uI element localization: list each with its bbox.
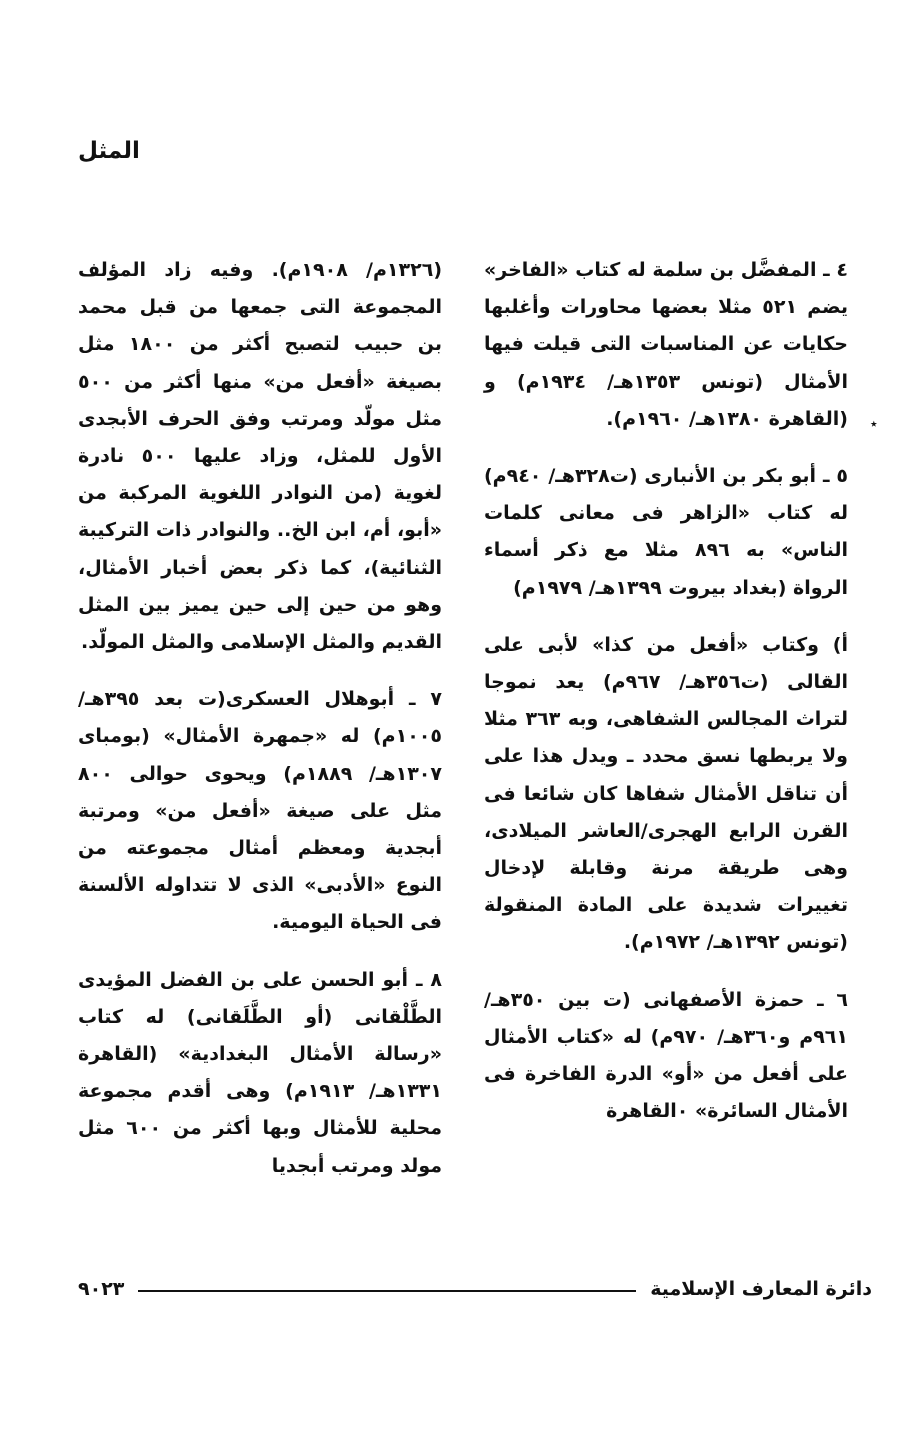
entry-5a-paragraph: أ) وكتاب «أفعل من كذا» لأبى على القالى (ت٣٥٦هـ/ ٩٦٧م) يعد نموجا لتراث المجالس الشفاهى، وبه ٣٦٣ مثلا ولا يربطها نسق محدد ـ ويدل هذا على أن تناقل الأمثال شفاها كان شائعا فى القرن الرابع الهجرى/العاشر الميلادى، وهى طريقة مرنة وقابلة لإدخال تغييرات شديدة على المادة المنقولة (تونس ١٣٩٢هـ/ ١٩٧٢م). <box>484 633 849 954</box>
page-footer <box>78 1274 872 1304</box>
page-title: المثل <box>78 138 140 164</box>
entry-8-paragraph: ٨ ـ أبو الحسن على بن الفضل المؤيدى الطَّلْقانى (أو الطَّلَقانى) له كتاب «رسالة الأمثال البغدادية» (القاهرة ١٣٣١هـ/ ١٩١٣م) وهى أقدم مجموعة محلية للأمثال وبها أكثر من ٦٠٠ مثل مولد ومرتب أبجديا <box>78 968 442 1177</box>
page-number: ٩٠٢٣ <box>78 1278 125 1300</box>
left-column <box>78 252 442 1205</box>
entry-5-paragraph: ٥ ـ أبو بكر بن الأنبارى (ت٣٢٨هـ/ ٩٤٠م) له كتاب «الزاهر فى معانى كلمات الناس» به ٨٩٦ مثلا مع ذكر أسماء الرواة (بغداد بيروت ١٣٩٩هـ/ ١٩٧٩م) <box>484 465 848 599</box>
entry-4-paragraph: ٤ ـ المفضَّل بن سلمة له كتاب «الفاخر» يضم ٥٢١ مثلا بعضها محاورات وأغلبها حكايات عن المناسبات التى قيلت فيها الأمثال (تونس ١٣٥٣هـ/ ١٩٣٤م) و (القاهرة ١٣٨٠هـ/ ١٩٦٠م). <box>484 259 848 430</box>
footer-divider <box>138 1290 636 1292</box>
entry-6-continued-paragraph: (١٣٢٦م/ ١٩٠٨م). وفيه زاد المؤلف المجموعة التى جمعها من قبل محمد بن حبيب لتصبح أكثر من ١٨٠٠ مثل بصيغة «أفعل من» منها أكثر من ٥٠٠ مثل مولّد ومرتب وفق الحرف الأبجدى الأول للمثل، وزاد عليها ٥٠٠ نادرة لغوية (من النوادر اللغوية المركبة من «أبو، أم، ابن الخ.. والنوادر ذات التركيبة الثنائية)، كما ذكر بعض أخبار الأمثال، وهو من حين إلى حين يميز بين المثل القديم والمثل الإسلامى والمثل المولّد. <box>78 259 443 654</box>
right-column <box>484 252 848 1150</box>
publication-title: دائرة المعارف الإسلامية <box>650 1278 872 1300</box>
entry-7-paragraph: ٧ ـ أبوهلال العسكرى(ت بعد ٣٩٥هـ/ ١٠٠٥م) له «جمهرة الأمثال» (بومباى ١٣٠٧هـ/ ١٨٨٩م) ويحوى حوالى ٨٠٠ مثل على صيغة «أفعل من» ومرتبة أبجدية ومعظم أمثال مجموعته من النوع «الأدبى» الذى لا تتداوله الألسنة فى الحياة اليومية. <box>78 688 442 934</box>
entry-6-paragraph: ٦ ـ حمزة الأصفهانى (ت بين ٣٥٠هـ/ ٩٦١م و٣٦٠هـ/ ٩٧٠م) له «كتاب الأمثال على أفعل من «أو» الدرة الفاخرة فى الأمثال السائرة» ٠القاهرة <box>484 988 848 1123</box>
margin-mark: ٭ <box>870 416 878 432</box>
